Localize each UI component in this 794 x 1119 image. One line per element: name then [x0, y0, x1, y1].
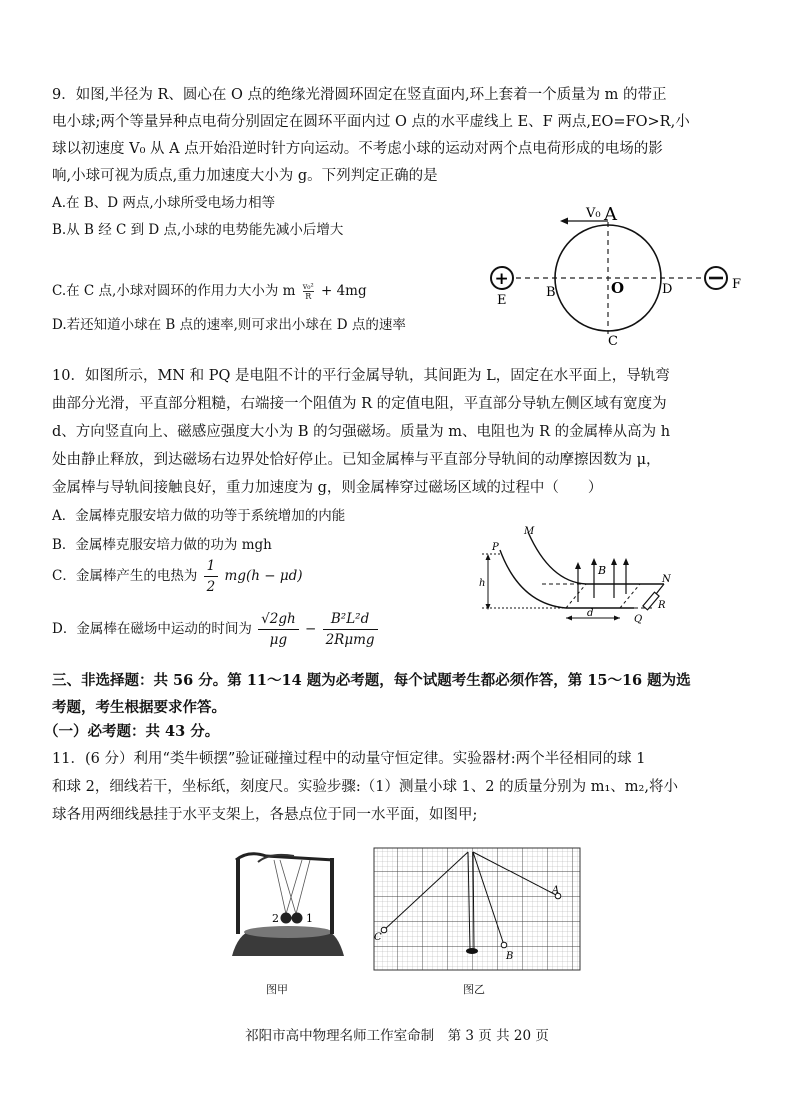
q10-stem-line-2: 曲部分光滑，平直部分粗糙，右端接一个阻值为 R 的定值电阻，平直部分导轨左侧区域有宽度为: [52, 396, 667, 412]
q10-option-c: [52, 556, 303, 597]
q11-figure-yi: [372, 846, 582, 973]
q9-option-c: [52, 281, 367, 301]
height-arrow-bottom: [486, 604, 491, 610]
q11-stem-line-1: 11．(6 分）利用“类牛顿摆”验证碰撞过程中的动量守恒定律。实验器材:两个半径相同的球 1: [52, 751, 646, 767]
field-arrowhead-3: [611, 558, 617, 565]
cradle-base-top: [244, 926, 332, 938]
label-r: R: [658, 600, 666, 611]
q11-figure-jia: [218, 848, 358, 973]
rest-ball-marker: [466, 948, 478, 954]
ball-2: [281, 913, 292, 924]
section3-title-line-1: 三、非选择题：共 56 分。第 11～14 题为必考题，每个试题考生都必须作答，第 15～16 题为选: [52, 672, 691, 689]
label-v0: V₀: [586, 206, 601, 221]
q11-stem-line-3: 球各用两细线悬挂于水平支架上，各悬点位于同一水平面，如图甲;: [52, 807, 478, 823]
curved-rail-mn: [528, 532, 586, 584]
q10-option-d-prefix: D．金属棒在磁场中运动的时间为: [52, 621, 252, 637]
q9-option-b: B.从 B 经 C 到 D 点,小球的电势能先减小后增大: [52, 222, 344, 238]
q10-option-a: A．金属棒克服安培力做的功等于系统增加的内能: [52, 508, 346, 524]
q10-figure: [474, 522, 704, 632]
q10-option-c-numerator: 1: [204, 556, 219, 577]
string-4: [296, 860, 310, 914]
label-d: d: [587, 608, 594, 619]
label-o: O: [611, 279, 625, 297]
q10-option-d: [52, 609, 380, 650]
q10-stem-line-4: 处由静止释放，到达磁场右边界处恰好停止。已知金属棒与平直部分导轨间的动摩擦因数为 μ，: [52, 452, 661, 468]
field-arrowhead-1: [575, 562, 581, 569]
field-arrowhead-4: [623, 558, 629, 565]
q9-stem-line-2: 电小球;两个等量异种点电荷分别固定在圆环平面内过 O 点的水平虚线上 E、F 两点,EO=FO>R,小: [52, 114, 690, 130]
string-1: [274, 860, 286, 914]
q9-stem-line-1: 9．如图,半径为 R、圆心在 O 点的绝缘光滑圆环固定在竖直面内,环上套着一个质量为 m 的带正: [52, 87, 667, 103]
field-right-boundary: [620, 584, 640, 608]
point-c-marker: [381, 927, 387, 933]
q10-option-d-numerator-1: √2gh: [258, 609, 299, 630]
q10-option-c-denominator: 2: [206, 579, 216, 595]
height-arrow-top: [486, 554, 491, 560]
label-a: A: [604, 204, 617, 225]
q9-option-c-denominator: R: [305, 292, 312, 301]
field-left-boundary: [566, 584, 586, 608]
width-arrow-right: [614, 616, 620, 621]
q10-option-d-minus: −: [304, 621, 317, 637]
frame-right-post: [330, 858, 334, 934]
section3-subtitle: （一）必考题：共 43 分。: [44, 723, 220, 740]
q10-stem-line-5: 金属棒与导轨间接触良好，重力加速度为 g，则金属棒穿过磁场区域的过程中（ ）: [52, 480, 603, 496]
q10-option-c-suffix: mg(h − μd): [224, 568, 303, 584]
q10-option-d-numerator-2: B²L²d: [323, 609, 378, 630]
label-q: Q: [634, 614, 643, 625]
label-a: A: [552, 885, 560, 896]
label-h: h: [479, 578, 486, 589]
q10-option-b: B．金属棒克服安培力做的功为 mgh: [52, 537, 272, 553]
q10-stem-line-3: d、方向竖直向上、磁感应强度大小为 B 的匀强磁场。质量为 m、电阻也为 R 的金属棒从高为 h: [52, 424, 671, 440]
q11-stem-line-2: 和球 2，细线若干，坐标纸，刻度尺。实验步骤:（1）测量小球 1、2 的质量分别为 m₁、m₂,将小: [52, 779, 678, 795]
q10-option-d-denominator-1: μg: [269, 632, 288, 648]
label-p: P: [492, 542, 499, 553]
q10-option-d-denominator-2: 2Rμmg: [325, 632, 375, 648]
label-f: F: [732, 277, 742, 292]
frame-left-post: [236, 858, 240, 934]
curved-rail-pq: [500, 550, 566, 608]
page-footer: 祁阳市高中物理名师工作室命制 第 3 页 共 20 页: [245, 1028, 549, 1044]
q9-option-c-prefix: C.在 C 点,小球对圆环的作用力大小为 m: [52, 283, 296, 299]
q9-stem-line-3: 球以初速度 V₀ 从 A 点开始沿逆时针方向运动。不考虑小球的运动对两个点电荷形成的电场的影: [52, 141, 663, 157]
q9-option-c-fraction: [303, 282, 314, 301]
width-arrow-left: [566, 616, 572, 621]
label-b: B: [546, 285, 556, 300]
q10-option-d-fraction-2: [323, 609, 378, 650]
q9-stem-line-4: 响,小球可视为质点,重力加速度大小为 g。下列判定正确的是: [52, 168, 438, 184]
label-d: D: [662, 282, 673, 297]
q10-stem-line-1: 10．如图所示，MN 和 PQ 是电阻不计的平行金属导轨，其间距为 L，固定在水平面上，导轨弯: [52, 368, 670, 384]
label-n: N: [662, 574, 671, 585]
resistor-lead: [656, 584, 664, 594]
label-b: B: [598, 564, 607, 577]
section3-title-line-2: 考题，考生根据要求作答。: [52, 699, 226, 716]
point-b-marker: [501, 942, 507, 948]
figure-jia-caption: 图甲: [266, 983, 288, 996]
q9-option-d: D.若还知道小球在 B 点的速率,则可求出小球在 D 点的速率: [52, 317, 406, 333]
velocity-arrowhead: [560, 218, 568, 225]
q10-option-c-prefix: C．金属棒产生的电热为: [52, 568, 198, 584]
q9-figure: [480, 200, 750, 350]
field-arrowhead-2: [591, 558, 597, 565]
q10-option-d-fraction-1: [258, 609, 299, 650]
q10-option-c-fraction: [204, 556, 219, 597]
q9-option-c-suffix: + 4mg: [320, 283, 367, 299]
label-c: C: [608, 334, 618, 349]
q9-option-c-numerator: v₀²: [302, 282, 314, 291]
resistor-icon: [643, 592, 659, 610]
figure-yi-caption: 图乙: [463, 983, 485, 996]
label-c: C: [374, 932, 382, 943]
plus-sign: +: [494, 269, 509, 289]
ball-label-1: 1: [306, 912, 313, 925]
ball-1: [292, 913, 303, 924]
q9-option-a: A.在 B、D 两点,小球所受电场力相等: [52, 195, 276, 211]
label-e: E: [497, 293, 507, 308]
label-m: M: [524, 526, 535, 537]
ball-label-2: 2: [272, 912, 279, 925]
label-b: B: [506, 951, 514, 962]
